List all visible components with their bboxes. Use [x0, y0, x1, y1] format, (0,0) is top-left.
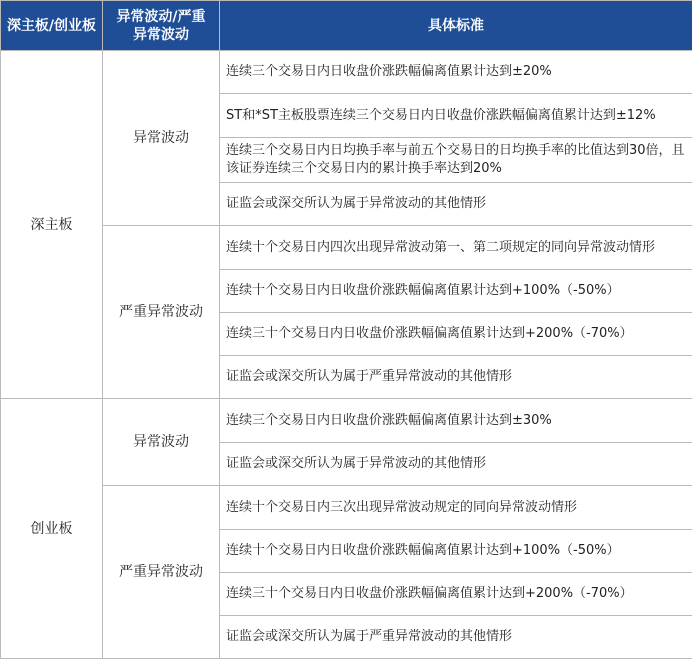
table-row — [1, 226, 692, 270]
table-row — [1, 399, 692, 443]
level-cell: 严重异常波动 — [103, 486, 220, 659]
board-cell-main: 深主板 — [1, 51, 103, 399]
table-row — [1, 486, 692, 530]
criteria-cell: 证监会或深交所认为属于异常波动的其他情形 — [220, 443, 692, 486]
header-board: 深主板/创业板 — [1, 1, 103, 51]
header-level-label: 异常波动/严重 异常波动 — [116, 9, 205, 43]
criteria-cell: ST和*ST主板股票连续三个交易日内日收盘价涨跌幅偏离值累计达到±12% — [220, 94, 692, 138]
criteria-cell: 连续三个交易日内日收盘价涨跌幅偏离值累计达到±20% — [220, 51, 692, 94]
table-row — [1, 51, 692, 94]
criteria-cell: 连续三个交易日内日均换手率与前五个交易日的日均换手率的比值达到30倍，且该证券连续三个交易日内的累计换手率达到20% — [220, 138, 692, 183]
header-criteria: 具体标准 — [220, 1, 692, 51]
criteria-cell: 连续三十个交易日内日收盘价涨跌幅偏离值累计达到+200%（-70%） — [220, 313, 692, 356]
criteria-cell: 证监会或深交所认为属于严重异常波动的其他情形 — [220, 616, 692, 659]
criteria-cell: 连续十个交易日内日收盘价涨跌幅偏离值累计达到+100%（-50%） — [220, 270, 692, 313]
criteria-cell: 连续十个交易日内日收盘价涨跌幅偏离值累计达到+100%（-50%） — [220, 530, 692, 573]
criteria-cell: 连续十个交易日内三次出现异常波动规定的同向异常波动情形 — [220, 486, 692, 530]
criteria-cell: 连续三个交易日内日收盘价涨跌幅偏离值累计达到±30% — [220, 399, 692, 443]
criteria-cell: 证监会或深交所认为属于严重异常波动的其他情形 — [220, 356, 692, 399]
criteria-cell: 证监会或深交所认为属于异常波动的其他情形 — [220, 183, 692, 226]
level-cell: 异常波动 — [103, 399, 220, 486]
criteria-cell: 连续十个交易日内四次出现异常波动第一、第二项规定的同向异常波动情形 — [220, 226, 692, 270]
board-cell-chinext: 创业板 — [1, 399, 103, 659]
level-cell: 严重异常波动 — [103, 226, 220, 399]
level-cell: 异常波动 — [103, 51, 220, 226]
criteria-cell: 连续三十个交易日内日收盘价涨跌幅偏离值累计达到+200%（-70%） — [220, 573, 692, 616]
header-row — [1, 1, 692, 51]
header-level — [103, 1, 220, 51]
